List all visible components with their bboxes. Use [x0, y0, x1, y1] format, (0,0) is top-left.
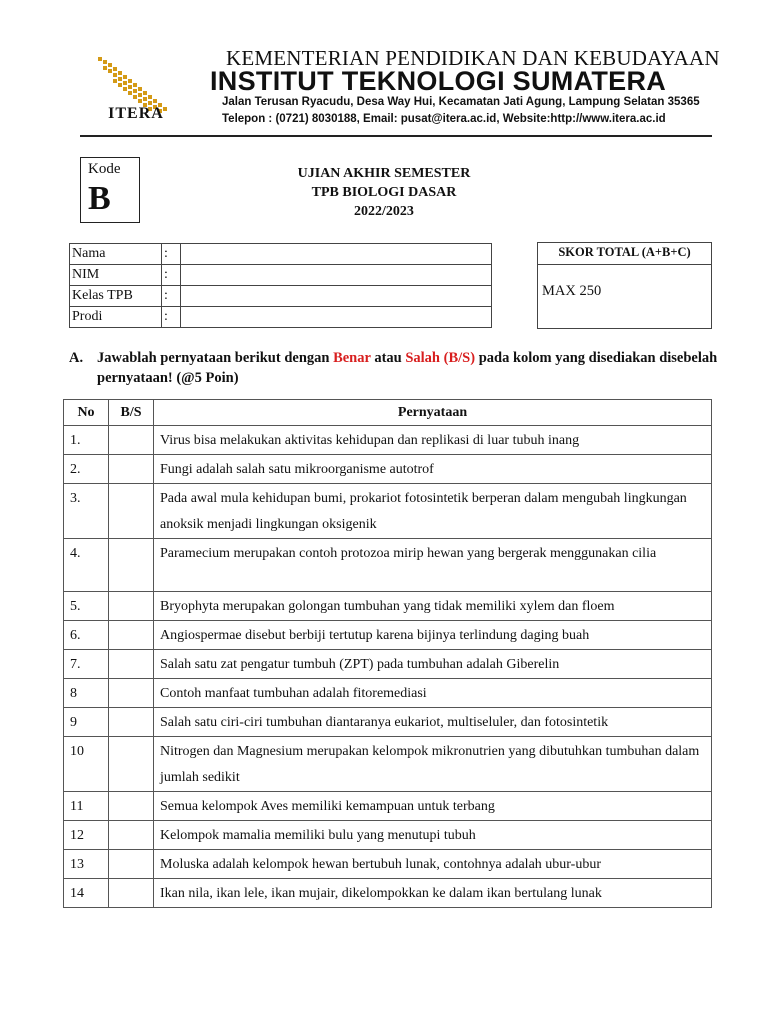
table-row [64, 737, 712, 792]
bs-answer-cell[interactable] [109, 539, 154, 592]
table-row [64, 650, 712, 679]
bs-answer-cell[interactable] [109, 650, 154, 679]
statement-text: Pada awal mula kehidupan bumi, prokariot fotosintetik berperan dalam mengubah lingkungan anoksik menjadi lingkungan oksigenik [154, 484, 712, 539]
bs-answer-cell[interactable] [109, 821, 154, 850]
nama-field[interactable] [181, 244, 492, 265]
row-number: 7. [64, 650, 109, 679]
row-number: 5. [64, 592, 109, 621]
identity-table [69, 243, 492, 328]
identity-row-prodi [70, 307, 492, 328]
statement-text: Kelompok mamalia memiliki bulu yang menutupi tubuh [154, 821, 712, 850]
statement-text: Salah satu zat pengatur tumbuh (ZPT) pada tumbuhan adalah Giberelin [154, 650, 712, 679]
table-row [64, 484, 712, 539]
statement-text: Paramecium merupakan contoh protozoa mirip hewan yang bergerak menggunakan cilia [154, 539, 712, 592]
score-divider [537, 264, 712, 265]
bs-answer-cell[interactable] [109, 879, 154, 908]
table-row [64, 792, 712, 821]
bs-answer-cell[interactable] [109, 455, 154, 484]
instruction-text [97, 348, 719, 388]
row-number: 9 [64, 708, 109, 737]
row-number: 1. [64, 426, 109, 455]
row-number: 10 [64, 737, 109, 792]
academic-year: 2022/2023 [354, 204, 414, 219]
table-row [64, 850, 712, 879]
section-label: A. [69, 350, 84, 366]
logo-text: ITERA [108, 105, 164, 122]
bs-answer-cell[interactable] [109, 592, 154, 621]
prodi-field[interactable] [181, 307, 492, 328]
instruction-part: Jawablah pernyataan berikut dengan [97, 350, 334, 366]
nim-field[interactable] [181, 265, 492, 286]
statement-text: Moluska adalah kelompok hewan bertubuh lunak, contohnya adalah ubur-ubur [154, 850, 712, 879]
course-title: TPB BIOLOGI DASAR [311, 185, 457, 200]
row-number: 6. [64, 621, 109, 650]
identity-label: Kelas TPB [70, 286, 162, 307]
kode-label: Kode [88, 161, 121, 177]
exam-title: UJIAN AKHIR SEMESTER [297, 166, 471, 181]
institute-name: INSTITUT TEKNOLOGI SUMATERA [210, 66, 667, 96]
statement-text: Semua kelompok Aves memiliki kemampuan untuk terbang [154, 792, 712, 821]
bs-answer-cell[interactable] [109, 679, 154, 708]
header-bs: B/S [109, 400, 154, 426]
identity-label: NIM [70, 265, 162, 286]
bs-answer-cell[interactable] [109, 850, 154, 879]
salah-highlight: Salah (B/S) [405, 350, 476, 366]
row-number: 8 [64, 679, 109, 708]
score-max: MAX 250 [542, 283, 602, 299]
statement-text: Contoh manfaat tumbuhan adalah fitoremediasi [154, 679, 712, 708]
header-statement: Pernyataan [154, 400, 712, 426]
row-number: 2. [64, 455, 109, 484]
identity-colon: : [162, 244, 181, 265]
row-number: 11 [64, 792, 109, 821]
identity-colon: : [162, 307, 181, 328]
table-row [64, 455, 712, 484]
statement-text: Salah satu ciri-ciri tumbuhan diantaranya eukariot, multiseluler, dan fotosintetik [154, 708, 712, 737]
table-row [64, 426, 712, 455]
row-number: 13 [64, 850, 109, 879]
ministry-name: KEMENTERIAN PENDIDIKAN DAN KEBUDAYAAN [226, 46, 720, 70]
instruction-part: atau [370, 350, 406, 366]
table-header-row [64, 400, 712, 426]
table-row [64, 708, 712, 737]
table-row [64, 592, 712, 621]
bs-answer-cell[interactable] [109, 621, 154, 650]
kode-value: B [88, 180, 111, 217]
bs-answer-cell[interactable] [109, 737, 154, 792]
bs-answer-cell[interactable] [109, 426, 154, 455]
statement-text: Ikan nila, ikan lele, ikan mujair, dikelompokkan ke dalam ikan bertulang lunak [154, 879, 712, 908]
score-title: SKOR TOTAL (A+B+C) [558, 245, 691, 259]
statement-text: Angiospermae disebut berbiji tertutup karena bijinya terlindung daging buah [154, 621, 712, 650]
statement-text: Nitrogen dan Magnesium merupakan kelompok mikronutrien yang dibutuhkan tumbuhan dalam jumlah sedikit [154, 737, 712, 792]
identity-row-nim [70, 265, 492, 286]
identity-label: Prodi [70, 307, 162, 328]
bs-answer-cell[interactable] [109, 708, 154, 737]
header-no: No [64, 400, 109, 426]
row-number: 3. [64, 484, 109, 539]
table-row [64, 821, 712, 850]
institute-address: Jalan Terusan Ryacudu, Desa Way Hui, Kecamatan Jati Agung, Lampung Selatan 35365 [222, 96, 700, 108]
statement-text: Bryophyta merupakan golongan tumbuhan yang tidak memiliki xylem dan floem [154, 592, 712, 621]
row-number: 14 [64, 879, 109, 908]
identity-colon: : [162, 265, 181, 286]
letterhead-divider [80, 135, 712, 137]
statements-table [63, 399, 712, 908]
instruction-part: pada kolom yang disediakan disebelah pernyataan! (@5 Poin) [97, 350, 718, 386]
row-number: 12 [64, 821, 109, 850]
identity-row-nama [70, 244, 492, 265]
identity-row-kelas [70, 286, 492, 307]
table-row [64, 539, 712, 592]
kelas-field[interactable] [181, 286, 492, 307]
bs-answer-cell[interactable] [109, 792, 154, 821]
table-row [64, 621, 712, 650]
section-a-instruction [69, 348, 719, 388]
table-row [64, 679, 712, 708]
identity-colon: : [162, 286, 181, 307]
table-row [64, 879, 712, 908]
benar-highlight: Benar [333, 350, 371, 366]
identity-label: Nama [70, 244, 162, 265]
row-number: 4. [64, 539, 109, 592]
bs-answer-cell[interactable] [109, 484, 154, 539]
statement-text: Fungi adalah salah satu mikroorganisme autotrof [154, 455, 712, 484]
statement-text: Virus bisa melakukan aktivitas kehidupan dan replikasi di luar tubuh inang [154, 426, 712, 455]
institute-contact: Telepon : (0721) 8030188, Email: pusat@itera.ac.id, Website:http://www.itera.ac.id [222, 113, 666, 125]
